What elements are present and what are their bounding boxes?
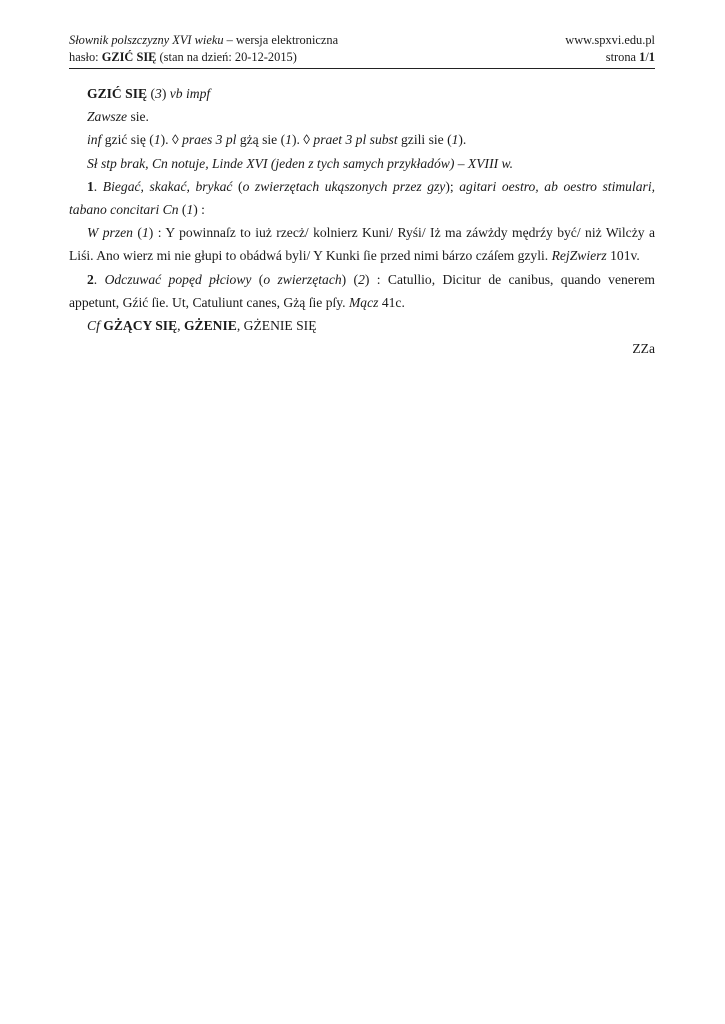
entry-grammar: vb impf	[169, 86, 211, 101]
form-count: 1	[451, 132, 459, 148]
text: .	[93, 271, 105, 287]
sense-definition: Odczuwać popęd płciowy	[104, 271, 252, 287]
cf-label: Cf	[87, 318, 100, 334]
forms-line	[69, 128, 655, 151]
text: );	[445, 178, 460, 194]
text: gzić się (	[101, 132, 154, 148]
sense-1-quote	[69, 221, 655, 267]
text: ,	[177, 318, 184, 334]
sense-qualifier: o zwierzętach	[263, 271, 342, 287]
page-total: 1	[648, 50, 655, 64]
form-count: 1	[153, 132, 161, 148]
sources-line	[69, 152, 655, 175]
text: (	[251, 271, 264, 287]
text: ). ◊	[291, 132, 314, 148]
quote-text: ) : Y powinnaſz to iuż rzecż/ kolnierz Kuni/ Ryśi/ Iż ma záwżdy mędrźy być/ niż Wilcży a Liśi. Ano wierz mi nie głupi to obádwá byli/ Y Kunki ſie przed nimi bárzo czáſem gzyli.	[69, 225, 655, 264]
text: , GŻENIE SIĘ	[236, 318, 317, 334]
text: sie.	[127, 109, 149, 125]
spelling-line	[69, 105, 655, 128]
entry-headword: GZIĆ SIĘ	[87, 86, 148, 101]
spelling-label: Zawsze	[87, 109, 128, 125]
document-page	[69, 32, 655, 360]
text: )	[161, 86, 170, 101]
text: ). ◊	[160, 132, 183, 148]
form-label: inf	[87, 132, 102, 148]
text: (	[132, 225, 142, 241]
text: (	[147, 86, 156, 101]
sense-qualifier: o zwierzętach ukąszonych przez gzy	[242, 178, 446, 194]
quote-text: ) : Catullio, Dicitur de canibus, quando venerem appetunt, Gźić ſie. Ut, Catuliunt canes, Gżą ſie pſy.	[69, 271, 655, 310]
sources-text: Sł stp brak, Cn notuje, Linde XVI (jeden z tych samych przykładów) – XVIII w.	[87, 155, 513, 171]
text: 101v.	[606, 248, 640, 264]
entry-body	[69, 82, 655, 360]
text: ) (	[341, 271, 359, 287]
text: ) :	[193, 202, 205, 218]
dictionary-subtitle: – wersja elektroniczna	[223, 33, 339, 47]
usage-count: 1	[141, 225, 149, 241]
sense-2	[69, 268, 655, 314]
header-entry-info	[69, 49, 297, 66]
text: 41c.	[378, 294, 405, 310]
text: (	[178, 202, 187, 218]
text: .	[93, 178, 103, 194]
page-label: strona	[605, 50, 640, 64]
dictionary-title: Słownik polszczyzny XVI wieku	[69, 33, 224, 47]
header-date: (stan na dzień: 20-12-2015)	[156, 50, 297, 64]
cf-headword[interactable]: GŻENIE	[183, 318, 237, 334]
header-row-2	[69, 49, 655, 66]
sense-1	[69, 175, 655, 221]
text: ).	[458, 132, 467, 148]
sense-count: 1	[186, 202, 194, 218]
text: gżą sie (	[236, 132, 286, 148]
form-label: praet 3 pl subst	[313, 132, 398, 148]
form-label: praes 3 pl	[182, 132, 237, 148]
entry-headline	[69, 82, 655, 105]
entry-count: 3	[155, 86, 162, 101]
haslo-label: hasło:	[69, 50, 102, 64]
latin-equivalent: agitari oestro, ab oestro stimulari, tabano concitari Cn	[69, 178, 655, 218]
page-number	[606, 49, 655, 66]
sense-count: 2	[358, 271, 365, 287]
page-sep: /	[645, 50, 649, 64]
author-initials: ZZa	[632, 341, 655, 357]
quote-source: Mącz	[348, 294, 379, 310]
usage-label: W przen	[87, 225, 133, 241]
header-title	[69, 32, 338, 49]
sense-number: 2	[87, 271, 94, 287]
cf-headword[interactable]: GŻĄCY SIĘ	[103, 318, 178, 334]
header-row-1	[69, 32, 655, 49]
page-current: 1	[639, 50, 646, 64]
sense-definition: Biegać, skakać, brykać	[102, 178, 233, 194]
site-url[interactable]: www.spxvi.edu.pl	[565, 33, 655, 47]
text: (	[232, 178, 243, 194]
header-rule	[69, 68, 655, 69]
quote-source: RejZwierz	[551, 248, 607, 264]
text: gzili sie (	[397, 132, 452, 148]
header-headword: GZIĆ SIĘ	[101, 50, 157, 64]
form-count: 1	[285, 132, 292, 148]
sense-number: 1	[87, 178, 94, 194]
cross-reference	[69, 314, 655, 337]
